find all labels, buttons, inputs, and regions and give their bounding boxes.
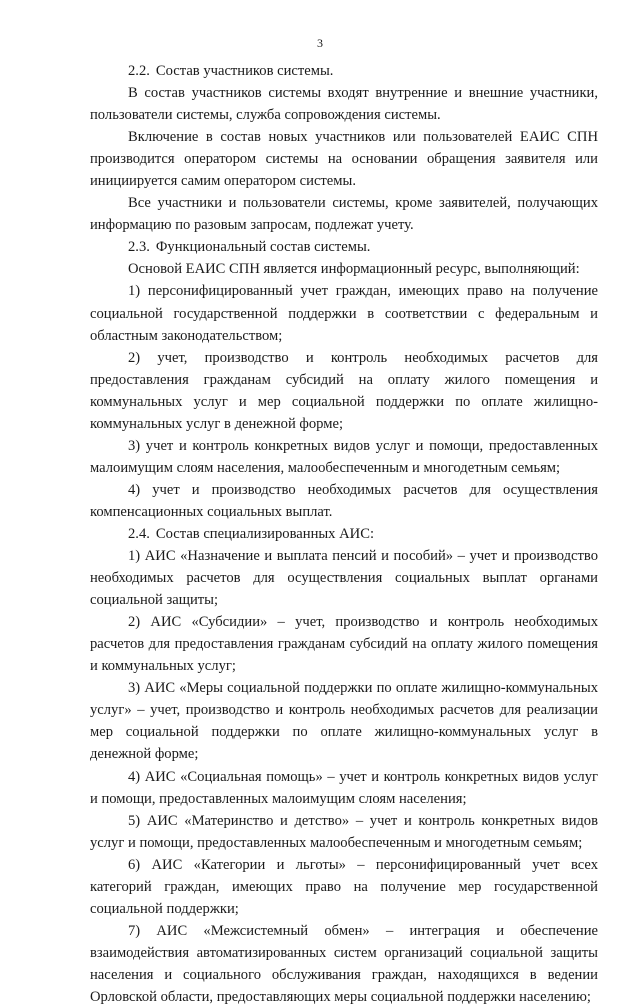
body-paragraph: 6) АИС «Категории и льготы» – персонифицированный учет всех категорий граждан, имеющих право на получение мер государственной социальной поддержки; <box>90 856 598 917</box>
body-paragraph: 1) персонифицированный учет граждан, имеющих право на получение социальной государственной поддержки в соответствии с федеральным и областным законодательством; <box>90 283 598 344</box>
body-paragraph: 3) учет и контроль конкретных видов услуг и помощи, предоставленных малоимущим слоям населения, малообеспеченным и многодетным семьям; <box>90 437 598 476</box>
body-paragraph: 4) учет и производство необходимых расчетов для осуществления компенсационных социальных выплат. <box>90 481 598 520</box>
section-number: 2.2. <box>128 63 150 79</box>
section-number: 2.3. <box>128 239 150 256</box>
body-paragraph: 2) АИС «Субсидии» – учет, производство и контроль необходимых расчетов для предоставления гражданам субсидий на оплату жилого помещения и коммунальных услуг; <box>90 614 598 675</box>
section-heading <box>90 236 598 258</box>
body-paragraph: 1) АИС «Назначение и выплата пенсий и пособий» – учет и производство необходимых расчетов для осуществления социальных выплат органами социальной защиты; <box>90 548 598 609</box>
body-paragraph: 4) АИС «Социальная помощь» – учет и контроль конкретных видов услуг и помощи, предоставленных малоимущим слоям населения; <box>90 768 598 807</box>
body-paragraph: Все участники и пользователи системы, кроме заявителей, получающих информацию по разовым запросам, подлежат учету. <box>90 195 598 234</box>
body-paragraph: 5) АИС «Материнство и детство» – учет и контроль конкретных видов услуг и помощи, предоставленных малообеспеченным и многодетным семьям; <box>90 812 598 851</box>
section-title: Функциональный состав системы. <box>155 239 371 256</box>
section-title: Состав участников системы. <box>155 63 334 79</box>
document-body <box>90 60 598 1008</box>
body-paragraph: Основой ЕАИС СПН является информационный ресурс, выполняющий: <box>128 261 580 278</box>
section-title: Состав специализированных АИС: <box>155 525 374 542</box>
page-number: 3 <box>317 36 323 50</box>
section-heading <box>90 60 598 82</box>
body-paragraph: 2) учет, производство и контроль необходимых расчетов для предоставления гражданам субсидий на оплату жилого помещения и коммунальных услуг и мер социальной поддержки по оплате жилищно-коммунальных услуг в денежной форме; <box>90 349 598 432</box>
body-paragraph: 3) АИС «Меры социальной поддержки по оплате жилищно-коммунальных услуг» – учет, производство и контроль необходимых расчетов для реализации мер социальной поддержки по оплате жилищно-коммунальных услуг в денежной форме; <box>90 680 598 763</box>
body-paragraph: Включение в состав новых участников или пользователей ЕАИС СПН производится оператором системы на основании обращения заявителя или инициируется самим оператором системы. <box>90 129 598 190</box>
body-paragraph: 7) АИС «Межсистемный обмен» – интеграция и обеспечение взаимодействия автоматизированных систем организаций социальной защиты населения и социального обслуживания граждан, находящихся в ведении Орловской области, предоставляющих меры социальной поддержки населению; <box>90 922 598 1005</box>
section-heading <box>90 523 598 545</box>
section-number: 2.4. <box>128 525 150 542</box>
body-paragraph: В состав участников системы входят внутренние и внешние участники, пользователи системы, служба сопровождения системы. <box>90 85 598 124</box>
